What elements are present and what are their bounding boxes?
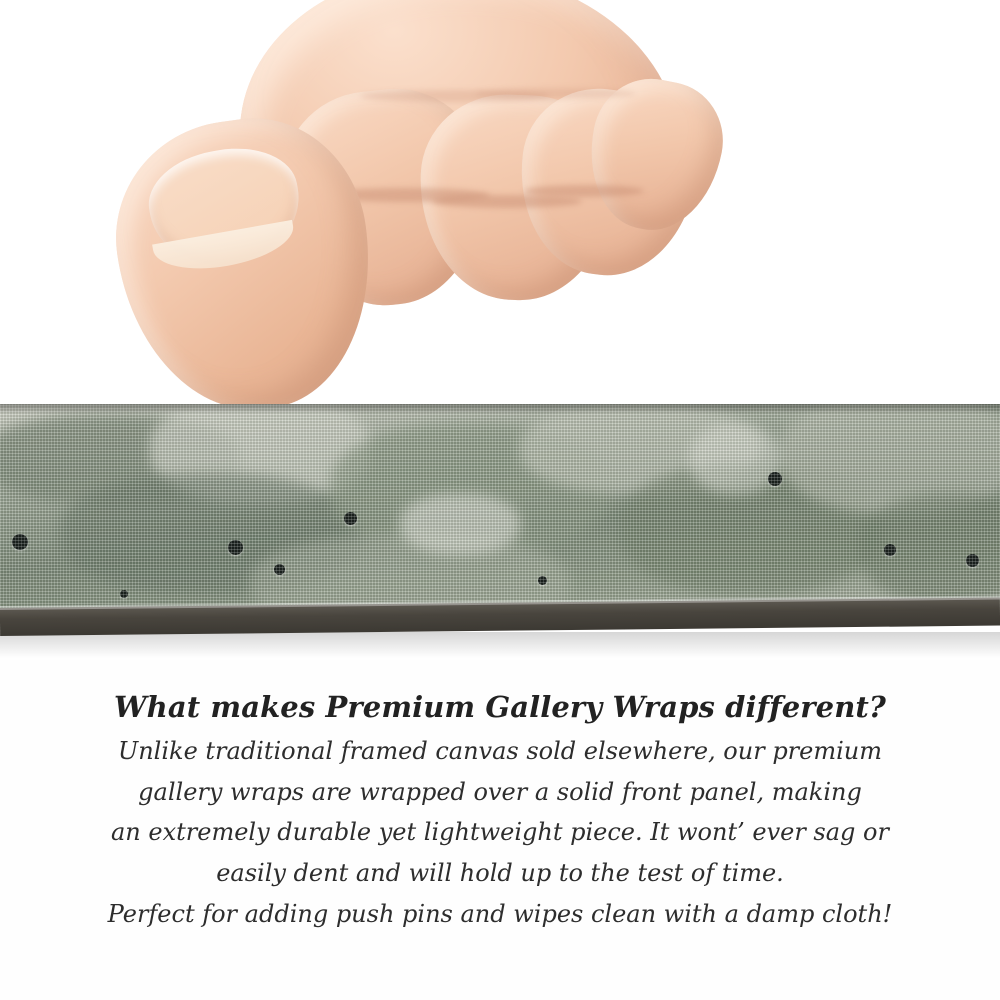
texture-speck [120,590,128,598]
texture-speck [228,540,243,555]
caption-line: Unlike traditional framed canvas sold elsewhere, our premium [117,737,882,765]
canvas-wrap-edge [0,404,1000,622]
caption-line: easily dent and will hold up to the test of time. [216,859,784,888]
caption-heading: What makes Premium Gallery Wraps different? [114,690,886,724]
caption-line: Perfect for adding push pins and wipes clean with a damp cloth! [107,899,893,928]
caption-line: gallery wraps are wrapped over a solid front panel, making [138,777,862,806]
caption-block [0,690,1000,930]
texture-speck [768,472,782,486]
texture-speck [344,512,357,525]
caption-body [0,736,1000,930]
knuckle-crease [475,88,635,99]
texture-speck [538,576,547,585]
texture-speck [884,544,896,556]
caption-line: an extremely durable yet lightweight piece. It wont’ ever sag or [111,818,889,847]
finger-crease [524,185,644,197]
canvas-top-shadow [0,404,1000,414]
texture-speck [274,564,285,575]
finger-crease [432,195,582,208]
texture-speck [966,554,979,567]
texture-speck [12,534,28,550]
hand-illustration [120,0,700,440]
drop-shadow [0,632,1000,658]
